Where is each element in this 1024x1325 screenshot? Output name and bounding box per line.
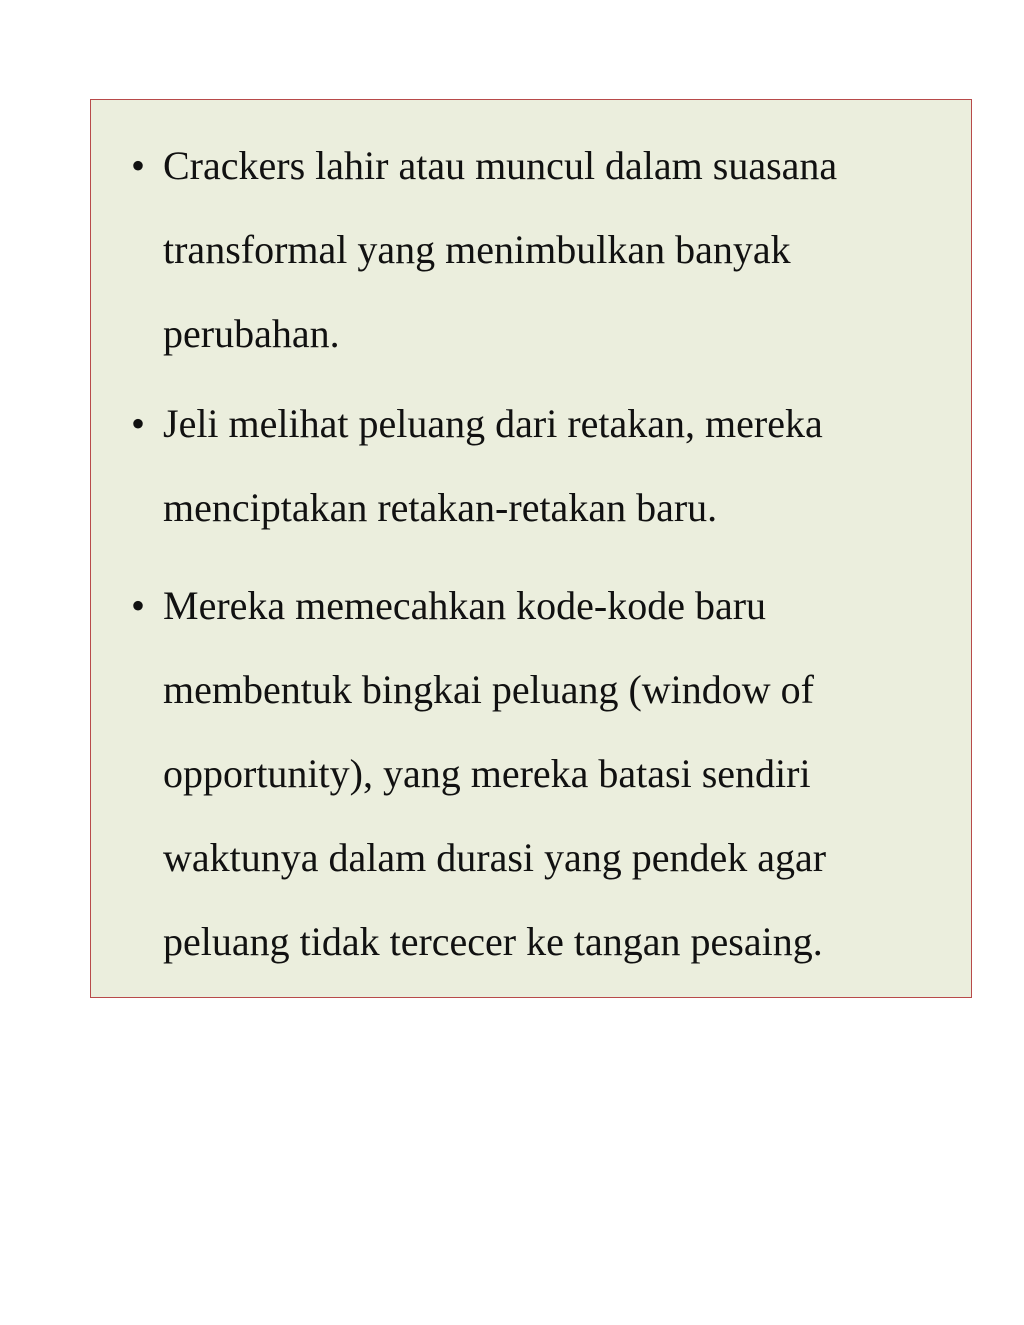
text-line: perubahan. — [163, 311, 340, 356]
text-line: membentuk bingkai peluang (window of — [163, 667, 814, 712]
bullet-text-2 — [163, 382, 961, 550]
content-box — [90, 99, 972, 998]
bullet-icon: • — [131, 143, 146, 188]
bullet-item-3 — [131, 564, 961, 984]
text-line: peluang tidak tercecer ke tangan pesaing. — [163, 919, 823, 964]
bullet-icon: • — [131, 583, 146, 628]
bullet-text-3 — [163, 564, 961, 984]
text-line: transformal yang menimbulkan banyak — [163, 227, 791, 272]
bullet-item-1 — [131, 124, 961, 376]
bullet-item-2 — [131, 382, 961, 550]
text-line: opportunity), yang mereka batasi sendiri — [163, 751, 811, 796]
bullet-text-1 — [163, 124, 961, 376]
text-line: Jeli melihat peluang dari retakan, mereka — [163, 401, 823, 446]
text-line: waktunya dalam durasi yang pendek agar — [163, 835, 827, 880]
text-line: Mereka memecahkan kode-kode baru — [163, 583, 767, 628]
text-line: menciptakan retakan-retakan baru. — [163, 485, 718, 530]
text-line: Crackers lahir atau muncul dalam suasana — [163, 143, 838, 188]
bullet-list — [131, 124, 961, 984]
bullet-icon: • — [131, 401, 146, 446]
